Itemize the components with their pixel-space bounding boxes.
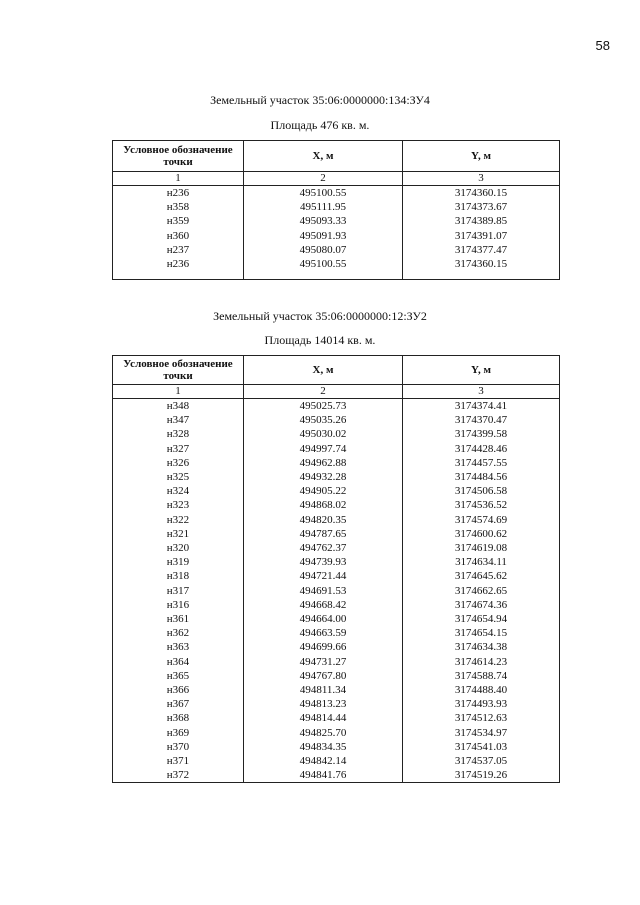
- section-2-area: Площадь 14014 кв. м.: [264, 333, 376, 347]
- point-id-cell: н237: [113, 243, 244, 257]
- table-row: [113, 527, 560, 541]
- col-number-3: 3: [403, 172, 560, 186]
- y-coord-cell: 3174645.62: [403, 569, 560, 583]
- spacer-cell: [113, 271, 244, 280]
- page-number: 58: [595, 38, 610, 53]
- table-row: [113, 584, 560, 598]
- table-row: [113, 541, 560, 555]
- table-row: [113, 413, 560, 427]
- table-row: [113, 200, 560, 214]
- y-coord-cell: 3174484.56: [403, 470, 560, 484]
- point-id-cell: н323: [113, 498, 244, 512]
- x-coord-cell: 494663.59: [244, 626, 403, 640]
- x-coord-cell: 494842.14: [244, 754, 403, 768]
- coordinates-table-1: [112, 140, 560, 280]
- table-row: [113, 243, 560, 257]
- point-id-cell: н361: [113, 612, 244, 626]
- point-id-cell: н236: [113, 257, 244, 271]
- table-row: [113, 640, 560, 654]
- x-coord-cell: 494814.44: [244, 711, 403, 725]
- table-row: [113, 598, 560, 612]
- table-row: [113, 569, 560, 583]
- table-row: [113, 427, 560, 441]
- y-coord-cell: 3174614.23: [403, 655, 560, 669]
- y-coord-cell: 3174519.26: [403, 768, 560, 783]
- x-coord-cell: 495100.55: [244, 257, 403, 271]
- section-2-title: Земельный участок 35:06:0000000:12:ЗУ2: [213, 309, 427, 323]
- point-id-cell: н366: [113, 683, 244, 697]
- table-row: [113, 711, 560, 725]
- point-id-cell: н326: [113, 456, 244, 470]
- point-id-cell: н360: [113, 229, 244, 243]
- x-coord-cell: 495030.02: [244, 427, 403, 441]
- table-row: [113, 498, 560, 512]
- y-coord-cell: 3174377.47: [403, 243, 560, 257]
- y-coord-cell: 3174674.36: [403, 598, 560, 612]
- point-id-cell: н368: [113, 711, 244, 725]
- y-coord-cell: 3174391.07: [403, 229, 560, 243]
- point-id-cell: н365: [113, 669, 244, 683]
- y-coord-cell: 3174536.52: [403, 498, 560, 512]
- header-point: Условное обозначение точки: [113, 141, 244, 172]
- y-coord-cell: 3174537.05: [403, 754, 560, 768]
- spacer-cell: [403, 271, 560, 280]
- table-row: [113, 726, 560, 740]
- table-row: [113, 612, 560, 626]
- spacer-cell: [244, 271, 403, 280]
- x-coord-cell: 494825.70: [244, 726, 403, 740]
- y-coord-cell: 3174541.03: [403, 740, 560, 754]
- point-id-cell: н362: [113, 626, 244, 640]
- col-number-3: 3: [403, 385, 560, 399]
- section-1-title: Земельный участок 35:06:0000000:134:ЗУ4: [210, 93, 430, 107]
- x-coord-cell: 494762.37: [244, 541, 403, 555]
- col-number-1: 1: [113, 172, 244, 186]
- table-row: [113, 229, 560, 243]
- col-number-1: 1: [113, 385, 244, 399]
- y-coord-cell: 3174389.85: [403, 214, 560, 228]
- x-coord-cell: 494811.34: [244, 683, 403, 697]
- y-coord-cell: 3174634.11: [403, 555, 560, 569]
- point-id-cell: н316: [113, 598, 244, 612]
- y-coord-cell: 3174588.74: [403, 669, 560, 683]
- table-row: [113, 768, 560, 783]
- x-coord-cell: 494691.53: [244, 584, 403, 598]
- point-id-cell: н320: [113, 541, 244, 555]
- coordinates-table-2: [112, 355, 560, 783]
- table-row: [113, 740, 560, 754]
- table-row: [113, 257, 560, 271]
- point-id-cell: н322: [113, 513, 244, 527]
- table-row: [113, 456, 560, 470]
- point-id-cell: н325: [113, 470, 244, 484]
- y-coord-cell: 3174374.41: [403, 399, 560, 414]
- point-id-cell: н370: [113, 740, 244, 754]
- section-1-area: Площадь 476 кв. м.: [270, 118, 370, 132]
- table-row: [113, 470, 560, 484]
- y-coord-cell: 3174634.38: [403, 640, 560, 654]
- header-point: Условное обозначение точки: [113, 356, 244, 385]
- point-id-cell: н359: [113, 214, 244, 228]
- x-coord-cell: 495035.26: [244, 413, 403, 427]
- y-coord-cell: 3174619.08: [403, 541, 560, 555]
- header-x: X, м: [244, 356, 403, 385]
- x-coord-cell: 494668.42: [244, 598, 403, 612]
- y-coord-cell: 3174428.46: [403, 442, 560, 456]
- y-coord-cell: 3174574.69: [403, 513, 560, 527]
- y-coord-cell: 3174654.15: [403, 626, 560, 640]
- y-coord-cell: 3174654.94: [403, 612, 560, 626]
- y-coord-cell: 3174360.15: [403, 257, 560, 271]
- table-row: [113, 555, 560, 569]
- x-coord-cell: 494731.27: [244, 655, 403, 669]
- table-row: [113, 626, 560, 640]
- x-coord-cell: 494905.22: [244, 484, 403, 498]
- x-coord-cell: 494997.74: [244, 442, 403, 456]
- table-row: [113, 754, 560, 768]
- x-coord-cell: 494787.65: [244, 527, 403, 541]
- x-coord-cell: 495111.95: [244, 200, 403, 214]
- y-coord-cell: 3174662.65: [403, 584, 560, 598]
- col-number-2: 2: [244, 172, 403, 186]
- y-coord-cell: 3174506.58: [403, 484, 560, 498]
- point-id-cell: н358: [113, 200, 244, 214]
- table-row: [113, 442, 560, 456]
- point-id-cell: н363: [113, 640, 244, 654]
- point-id-cell: н319: [113, 555, 244, 569]
- x-coord-cell: 495100.55: [244, 186, 403, 201]
- table-row: [113, 214, 560, 228]
- point-id-cell: н327: [113, 442, 244, 456]
- point-id-cell: н321: [113, 527, 244, 541]
- point-id-cell: н348: [113, 399, 244, 414]
- y-coord-cell: 3174534.97: [403, 726, 560, 740]
- header-y: Y, м: [403, 141, 560, 172]
- table-row: [113, 697, 560, 711]
- x-coord-cell: 495080.07: [244, 243, 403, 257]
- x-coord-cell: 494813.23: [244, 697, 403, 711]
- y-coord-cell: 3174360.15: [403, 186, 560, 201]
- y-coord-cell: 3174373.67: [403, 200, 560, 214]
- x-coord-cell: 494932.28: [244, 470, 403, 484]
- x-coord-cell: 494868.02: [244, 498, 403, 512]
- x-coord-cell: 494664.00: [244, 612, 403, 626]
- y-coord-cell: 3174370.47: [403, 413, 560, 427]
- point-id-cell: н371: [113, 754, 244, 768]
- x-coord-cell: 494739.93: [244, 555, 403, 569]
- x-coord-cell: 494962.88: [244, 456, 403, 470]
- x-coord-cell: 495093.33: [244, 214, 403, 228]
- table-spacer-row: [113, 271, 560, 280]
- header-y: Y, м: [403, 356, 560, 385]
- x-coord-cell: 494820.35: [244, 513, 403, 527]
- x-coord-cell: 494721.44: [244, 569, 403, 583]
- table-row: [113, 513, 560, 527]
- point-id-cell: н328: [113, 427, 244, 441]
- point-id-cell: н318: [113, 569, 244, 583]
- point-id-cell: н317: [113, 584, 244, 598]
- y-coord-cell: 3174399.58: [403, 427, 560, 441]
- x-coord-cell: 494834.35: [244, 740, 403, 754]
- y-coord-cell: 3174512.63: [403, 711, 560, 725]
- point-id-cell: н364: [113, 655, 244, 669]
- point-id-cell: н372: [113, 768, 244, 783]
- table-row: [113, 484, 560, 498]
- x-coord-cell: 494841.76: [244, 768, 403, 783]
- header-x: X, м: [244, 141, 403, 172]
- table-row: [113, 186, 560, 201]
- y-coord-cell: 3174600.62: [403, 527, 560, 541]
- x-coord-cell: 494699.66: [244, 640, 403, 654]
- x-coord-cell: 494767.80: [244, 669, 403, 683]
- x-coord-cell: 495025.73: [244, 399, 403, 414]
- table-row: [113, 683, 560, 697]
- point-id-cell: н236: [113, 186, 244, 201]
- table-row: [113, 669, 560, 683]
- y-coord-cell: 3174488.40: [403, 683, 560, 697]
- point-id-cell: н347: [113, 413, 244, 427]
- point-id-cell: н324: [113, 484, 244, 498]
- table-row: [113, 655, 560, 669]
- y-coord-cell: 3174457.55: [403, 456, 560, 470]
- point-id-cell: н369: [113, 726, 244, 740]
- col-number-2: 2: [244, 385, 403, 399]
- point-id-cell: н367: [113, 697, 244, 711]
- table-row: [113, 399, 560, 414]
- x-coord-cell: 495091.93: [244, 229, 403, 243]
- y-coord-cell: 3174493.93: [403, 697, 560, 711]
